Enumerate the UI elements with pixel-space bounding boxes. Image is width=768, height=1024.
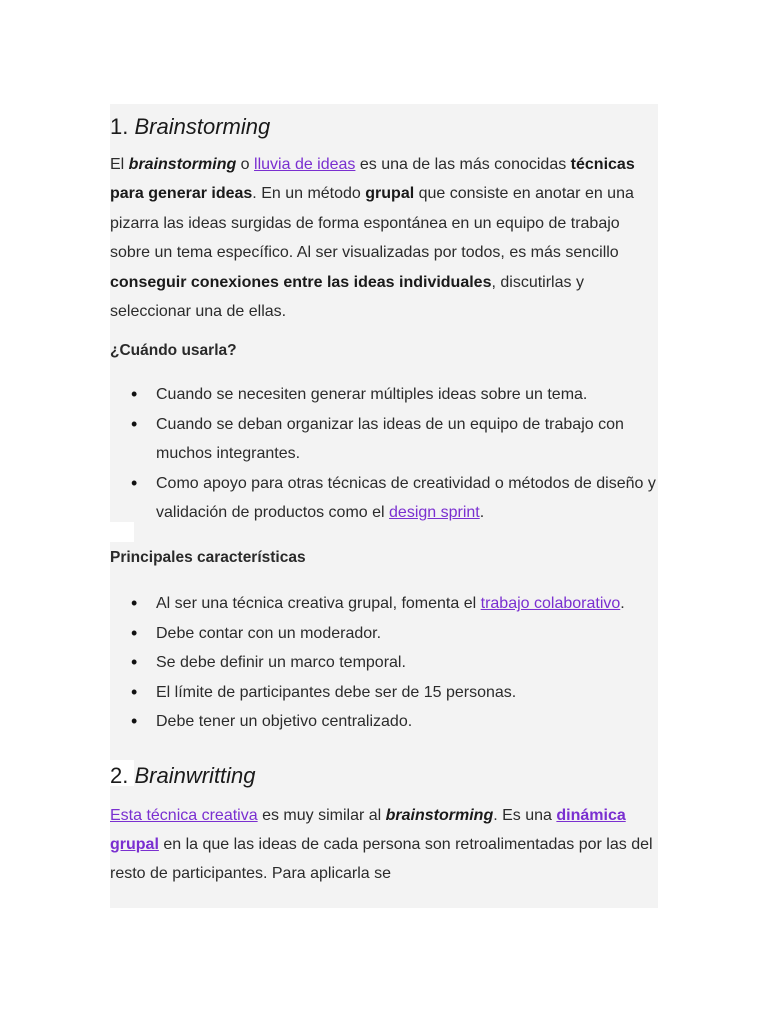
list-item: • Cuando se deban organizar las ideas de un equipo de trabajo con muchos integrantes.	[110, 410, 658, 469]
section-title: Brainwritting	[134, 762, 256, 788]
list-item: • Debe contar con un moderador.	[110, 619, 658, 648]
text: El	[110, 156, 129, 173]
text: en la que las ideas de cada persona son retroalimentadas por las del resto de participantes. Para aplicarla se	[110, 835, 653, 883]
list-item: • Debe tener un objetivo centralizado.	[110, 707, 658, 736]
section-1-heading	[110, 112, 658, 142]
section-1-paragraph	[110, 150, 658, 326]
text: es muy similar al	[257, 806, 386, 824]
text: .	[620, 595, 625, 613]
bold-term: brainstorming	[128, 156, 237, 173]
link-esta-tecnica-creativa[interactable]: Esta técnica creativa	[110, 806, 258, 824]
link-design-sprint[interactable]: design sprint	[389, 504, 480, 522]
list-item	[110, 469, 658, 528]
article	[110, 104, 658, 889]
bold-term: grupal	[365, 185, 415, 203]
list-item: • Cuando se necesiten generar múltiples ideas sobre un tema.	[110, 380, 658, 409]
section-2-paragraph	[110, 801, 658, 889]
text: .	[479, 504, 485, 522]
section-2-heading	[110, 761, 658, 791]
when-to-use-heading: ¿Cuándo usarla?	[110, 342, 237, 360]
when-to-use-list	[110, 380, 658, 527]
link-trabajo-colaborativo[interactable]: trabajo colaborativo	[480, 595, 621, 613]
text: Al ser una técnica creativa grupal, fomenta el	[156, 595, 481, 613]
bold-term: técnicas para generar ideas	[110, 156, 635, 203]
text: que consiste en anotar en una pizarra las ideas surgidas de forma espontánea en un equipo de trabajo sobre un tema específico. Al ser visualizadas por todos, es más sencillo	[110, 185, 634, 262]
link-dinamica-grupal[interactable]: dinámica grupal	[110, 806, 626, 853]
section-title: Brainstorming	[134, 114, 271, 139]
link-lluvia-de-ideas[interactable]: lluvia de ideas	[254, 156, 356, 173]
features-heading: Principales características	[110, 549, 306, 567]
features-list	[110, 589, 658, 736]
bold-term: conseguir conexiones entre las ideas individuales	[110, 273, 492, 291]
text: es una de las más conocidas	[355, 156, 571, 173]
list-item	[110, 589, 658, 618]
text: . En un método	[252, 185, 366, 203]
section-number: 1.	[110, 114, 129, 139]
list-item: • Se debe definir un marco temporal.	[110, 648, 658, 677]
text: , discutirlas y seleccionar una de ellas.	[110, 273, 584, 321]
text: o	[236, 156, 255, 173]
text: . Es una	[493, 806, 557, 824]
list-item: • El límite de participantes debe ser de 15 personas.	[110, 678, 658, 707]
text: Como apoyo para otras técnicas de creatividad o métodos de diseño y validación de productos como el	[156, 474, 656, 522]
bold-term: brainstorming	[385, 806, 494, 824]
section-number: 2.	[110, 762, 129, 788]
